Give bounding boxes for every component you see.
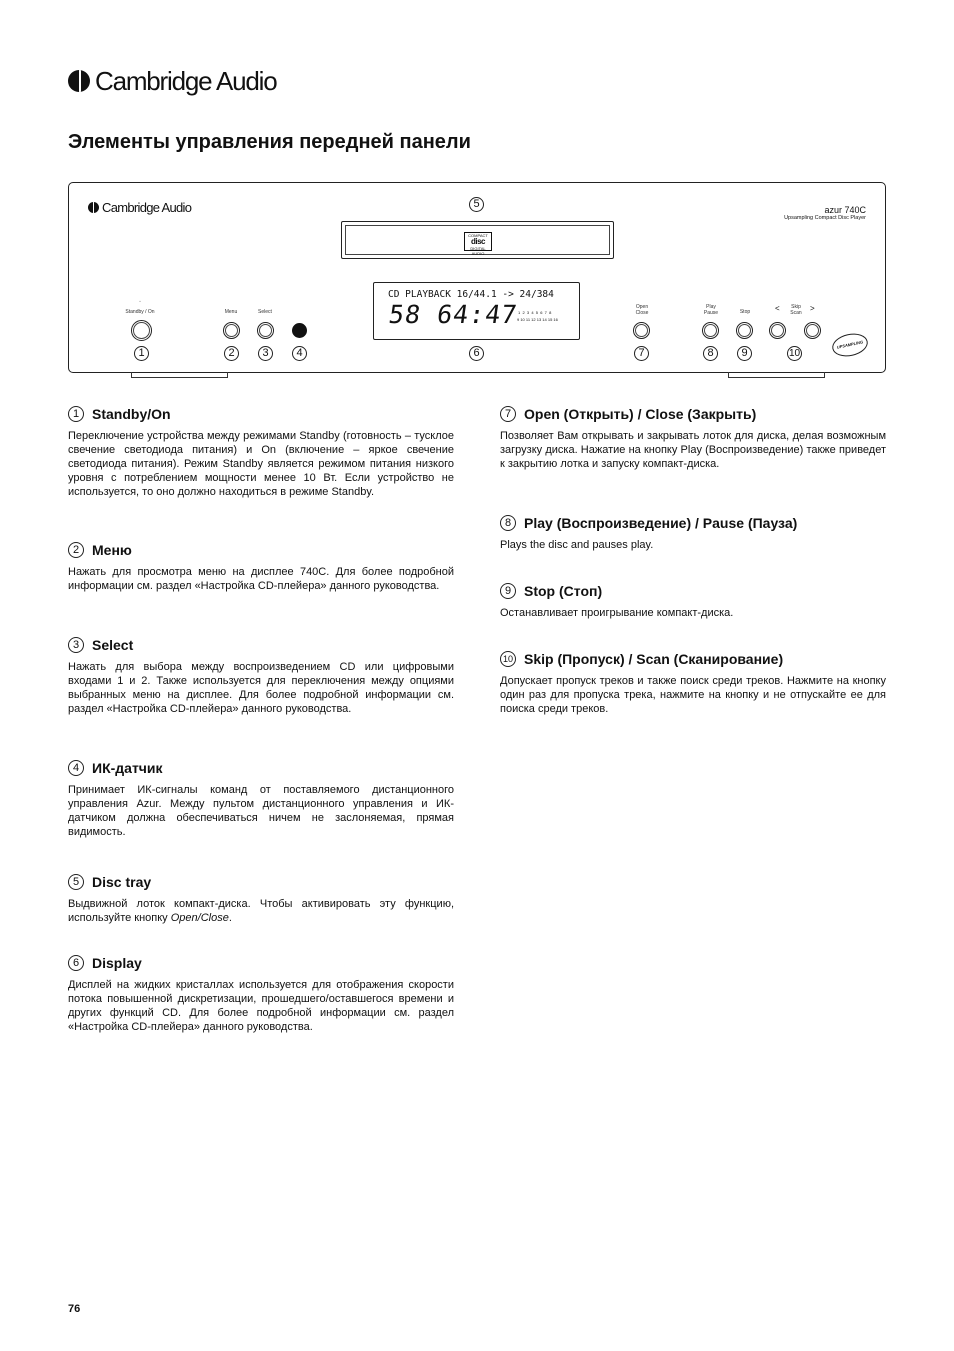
lcd-time-readout: 58 64:47 xyxy=(386,300,520,329)
next-arrow-icon: > xyxy=(810,304,815,313)
device-model: azur 740C xyxy=(824,205,866,215)
brand-logo xyxy=(68,66,276,96)
callout-7: 7 xyxy=(634,346,649,361)
section-title: Меню xyxy=(92,542,132,558)
section-heading xyxy=(500,583,886,599)
brand-name: Cambridge Audio xyxy=(95,65,277,96)
menu-button[interactable] xyxy=(223,322,240,339)
section-number: 2 xyxy=(68,542,84,558)
section-menu xyxy=(68,542,454,593)
device-brand-logo xyxy=(88,200,191,215)
section-heading xyxy=(68,874,454,890)
section-number: 5 xyxy=(68,874,84,890)
open-close-button-ring xyxy=(635,324,648,337)
callout-1: 1 xyxy=(134,346,149,361)
cd-logo-bottom: DIGITAL AUDIO xyxy=(470,246,486,256)
skip-next-button[interactable] xyxy=(804,322,821,339)
section-number: 1 xyxy=(68,406,84,422)
section-heading xyxy=(500,515,886,531)
callout-10: 10 xyxy=(787,346,802,361)
section-body: Позволяет Вам открывать и закрывать лоток для диска, делая возможным загрузку диска. Нажатие на кнопку Play (Воспроизведение) также приведет к закрытию лотка и запуску компакт-диска. xyxy=(500,430,886,470)
section-stop xyxy=(500,583,886,620)
section-body: Переключение устройства между режимами Standby (готовность – тусклое свечение светодиода питания) и On (включение – яркое свечение светодиода питания). Режим Standby является режимом питания низкого уровня с потреблением мощности менее 10 Вт. Если устройство не используется, то оно должно находиться в режиме Standby. xyxy=(68,430,454,498)
stop-button-ring xyxy=(738,324,751,337)
section-number: 4 xyxy=(68,760,84,776)
select-button-ring xyxy=(259,324,272,337)
section-title: Standby/On xyxy=(92,406,171,422)
section-body xyxy=(68,897,454,925)
section-skip-scan xyxy=(500,651,886,716)
section-title: Play (Воспроизведение) / Pause (Пауза) xyxy=(524,515,798,531)
standby-label: Standby / On xyxy=(125,309,155,315)
section-title: Open (Открыть) / Close (Закрыть) xyxy=(524,406,757,422)
section-body-end: . xyxy=(228,912,232,924)
callout-8: 8 xyxy=(703,346,718,361)
menu-label: Menu xyxy=(224,309,238,315)
callout-2: 2 xyxy=(224,346,239,361)
skip-prev-button-ring xyxy=(771,324,784,337)
open-close-emphasis: Open/Close xyxy=(170,912,229,924)
device-model-subtitle: Upsampling Compact Disc Player xyxy=(784,215,866,221)
device-brand-mark-icon xyxy=(88,202,99,213)
device-brand-name: Cambridge Audio xyxy=(102,200,192,215)
section-standby xyxy=(68,406,454,499)
skip-prev-button[interactable] xyxy=(769,322,786,339)
section-body: Принимает ИК-сигналы команд от поставляемого дистанционного управления Azur. Между пультом дистанционного управления и ИК-датчиком должна обеспечиваться ничем не заслоняемая, прямая видимость. xyxy=(68,784,454,838)
section-title: Disc tray xyxy=(92,874,152,890)
page-title: Элементы управления передней панели xyxy=(68,131,471,153)
section-title: Select xyxy=(92,637,134,653)
lcd-status-line: CD PLAYBACK 16/44.1 -> 24/384 xyxy=(388,289,554,300)
cd-logo-top: COMPACT xyxy=(468,233,488,238)
section-number: 7 xyxy=(500,406,516,422)
page-number: 76 xyxy=(68,1303,81,1315)
lcd-track-grid-row2: 9 10 11 12 13 14 15 16 xyxy=(517,317,558,322)
section-number: 10 xyxy=(500,651,516,667)
section-heading xyxy=(68,760,454,776)
section-heading xyxy=(68,542,454,558)
section-disc-tray xyxy=(68,874,454,925)
lcd-track-grid-row1: 1 2 3 4 5 6 7 8 xyxy=(518,310,552,315)
section-heading xyxy=(68,406,454,422)
section-body: Нажать для выбора между воспроизведением CD или цифровыми входами 1 и 2. Также используется для переключения между опциями выбранных меню на дисплее. Для более подробной информации см. раздел «Настройка CD-плейера» данного руководства. xyxy=(68,661,454,715)
section-play-pause xyxy=(500,515,886,552)
upsampling-badge: UPSAMPLING xyxy=(830,330,870,359)
device-foot-left xyxy=(131,372,228,378)
section-display xyxy=(68,955,454,1034)
section-body: Нажать для просмотра меню на дисплее 740C. Для более подробной информации см. раздел «Настройка CD-плейера» данного руководства. xyxy=(68,566,454,592)
menu-button-ring xyxy=(225,324,238,337)
section-body: Допускает пропуск треков и также поиск среди треков. Нажмите на кнопку один раз для пропуска трека, нажмите на кнопку и не отпускайте ее для поиска среди треков. xyxy=(500,675,886,715)
section-heading xyxy=(68,955,454,971)
select-button[interactable] xyxy=(257,322,274,339)
section-body: Plays the disc and pauses play. xyxy=(500,539,654,551)
section-open-close xyxy=(500,406,886,471)
callout-4: 4 xyxy=(292,346,307,361)
section-heading xyxy=(68,637,454,653)
section-title: Stop (Стоп) xyxy=(524,583,603,599)
ir-sensor xyxy=(292,323,307,338)
section-number: 3 xyxy=(68,637,84,653)
section-title: Skip (Пропуск) / Scan (Сканирование) xyxy=(524,651,784,667)
section-body: Дисплей на жидких кристаллах используется для отображения скорости потока повышенной дискретизации, прошедшего/оставшегося времени и других функций CD. Для более подробной информации см. раздел «Настройка CD-плейера» данного руководства. xyxy=(68,979,454,1033)
play-pause-button-ring xyxy=(704,324,717,337)
compact-disc-logo xyxy=(464,232,492,256)
callout-6: 6 xyxy=(469,346,484,361)
device-foot-right xyxy=(728,372,825,378)
play-pause-button[interactable] xyxy=(702,322,719,339)
callout-3: 3 xyxy=(258,346,273,361)
brand-mark-icon xyxy=(68,70,90,92)
standby-button[interactable] xyxy=(131,320,152,341)
callout-5: 5 xyxy=(469,197,484,212)
section-number: 8 xyxy=(500,515,516,531)
section-heading xyxy=(500,651,886,667)
section-title: Display xyxy=(92,955,142,971)
section-heading xyxy=(500,406,886,422)
skip-scan-label: Skip Scan xyxy=(790,304,802,316)
play-pause-label: Play Pause xyxy=(703,304,719,316)
prev-arrow-icon: < xyxy=(775,304,780,313)
section-title: ИК-датчик xyxy=(92,760,163,776)
open-close-button[interactable] xyxy=(633,322,650,339)
stop-label: Stop xyxy=(739,309,751,315)
standby-button-ring xyxy=(133,322,150,339)
cd-logo-disc: disc xyxy=(470,237,485,246)
open-close-label: Open Close xyxy=(635,304,649,316)
section-number: 9 xyxy=(500,583,516,599)
section-body: Останавливает проигрывание компакт-диска. xyxy=(500,607,734,619)
section-select xyxy=(68,637,454,716)
section-number: 6 xyxy=(68,955,84,971)
select-label: Select xyxy=(258,309,272,315)
stop-button[interactable] xyxy=(736,322,753,339)
section-ir-sensor xyxy=(68,760,454,839)
skip-next-button-ring xyxy=(806,324,819,337)
callout-9: 9 xyxy=(737,346,752,361)
section-body-text: Выдвижной лоток компакт-диска. Чтобы активировать эту функцию, используйте кнопку xyxy=(68,898,454,924)
standby-led-icon: ◦ xyxy=(139,299,141,305)
